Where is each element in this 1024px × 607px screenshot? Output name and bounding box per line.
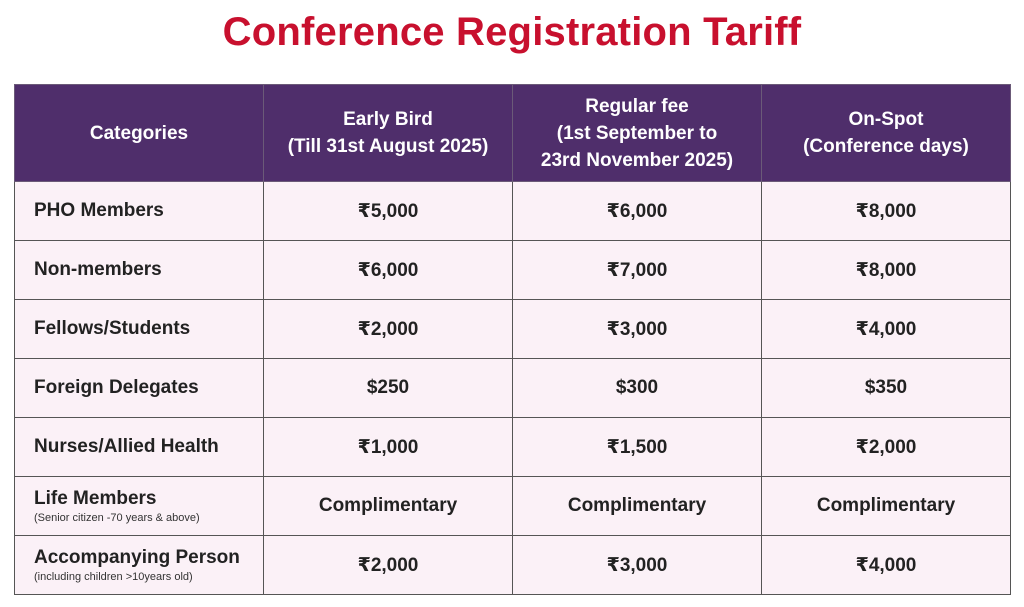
on-spot-fee: ₹4,000 [762, 536, 1011, 595]
tariff-table-body [15, 182, 1011, 595]
header-row [15, 85, 1011, 182]
category-label: Nurses/Allied Health [34, 436, 219, 457]
header-line: On-Spot [848, 109, 924, 130]
category-cell [15, 182, 264, 241]
table-row [15, 477, 1011, 536]
category-label: Life Members [34, 488, 157, 509]
category-label: PHO Members [34, 200, 164, 221]
regular-fee: ₹1,500 [513, 418, 762, 477]
table-row [15, 300, 1011, 359]
early-bird-fee: ₹1,000 [264, 418, 513, 477]
table-row [15, 536, 1011, 595]
on-spot-fee: ₹8,000 [762, 241, 1011, 300]
header-categories [15, 85, 264, 182]
early-bird-fee: ₹6,000 [264, 241, 513, 300]
regular-fee: ₹3,000 [513, 536, 762, 595]
category-cell [15, 418, 264, 477]
on-spot-fee: ₹2,000 [762, 418, 1011, 477]
category-note: (Senior citizen -70 years & above) [34, 512, 200, 524]
regular-fee: Complimentary [513, 477, 762, 536]
tariff-table-header [15, 85, 1011, 182]
regular-fee: $300 [513, 359, 762, 418]
header-line: Early Bird [343, 109, 433, 130]
table-row [15, 182, 1011, 241]
category-note: (including children >10years old) [34, 571, 193, 583]
table-row [15, 359, 1011, 418]
category-label: Fellows/Students [34, 318, 191, 339]
category-label: Accompanying Person [34, 547, 240, 568]
header-early-bird [264, 85, 513, 182]
header-regular-fee [513, 85, 762, 182]
category-label: Non-members [34, 259, 162, 280]
header-on-spot [762, 85, 1011, 182]
category-cell [15, 477, 264, 536]
category-label: Foreign Delegates [34, 377, 199, 398]
early-bird-fee: ₹5,000 [264, 182, 513, 241]
on-spot-fee: ₹8,000 [762, 182, 1011, 241]
early-bird-fee: ₹2,000 [264, 536, 513, 595]
page-title: Conference Registration Tariff [222, 10, 802, 54]
on-spot-fee: $350 [762, 359, 1011, 418]
tariff-table [14, 84, 1011, 595]
table-row [15, 418, 1011, 477]
regular-fee: ₹6,000 [513, 182, 762, 241]
category-cell [15, 241, 264, 300]
early-bird-fee: ₹2,000 [264, 300, 513, 359]
table-row [15, 241, 1011, 300]
header-line: (Till 31st August 2025) [287, 136, 489, 157]
on-spot-fee: ₹4,000 [762, 300, 1011, 359]
early-bird-fee: Complimentary [264, 477, 513, 536]
header-line: (1st September to [556, 122, 718, 144]
category-cell [15, 536, 264, 595]
regular-fee: ₹3,000 [513, 300, 762, 359]
header-line: Categories [89, 122, 189, 144]
header-line: Regular fee [585, 95, 689, 117]
header-line: 23rd November 2025) [540, 149, 734, 171]
on-spot-fee: Complimentary [762, 477, 1011, 536]
regular-fee: ₹7,000 [513, 241, 762, 300]
header-line: (Conference days) [803, 136, 969, 157]
category-cell [15, 300, 264, 359]
early-bird-fee: $250 [264, 359, 513, 418]
category-cell [15, 359, 264, 418]
